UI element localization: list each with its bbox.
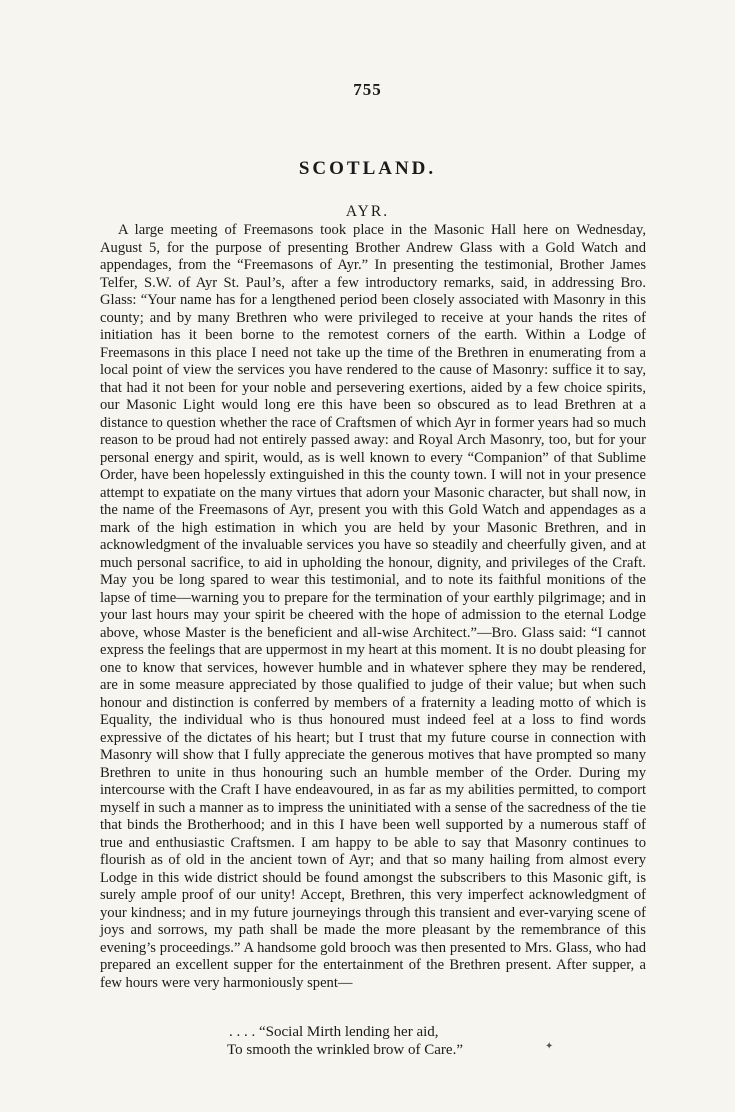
- verse-line-2-text: To smooth the wrinkled brow of Care.”: [227, 1042, 463, 1058]
- article-subtitle: AYR.: [345, 203, 390, 220]
- article-body: A large meeting of Freemasons took place in the Masonic Hall here on Wednesday, August 5, for the purpose of presenting Brother Andrew Glass with a Gold Watch and appendages, from the “Freemasons of Ayr.” In presenting the testimonial, Brother James Telfer, S.W. of Ayr St. Paul’s, after a few introductory remarks, said, in addressing Bro. Glass: “Your name has for a lengthened period been closely associated with Masonry in this county; and by many Brethren who were privileged to receive at your hands the rites of initiation has it been borne to the remotest corners of the earth. Within a Lodge of Freemasons in this place I need not take up the time of the Brethren in enumerating from a local point of view the services you have rendered to the cause of Masonry: suffice it to say, that had it not been for your noble and persevering exertions, aided by a few choice spirits, our Masonic Light would long ere this have been so obscured as to lead Brethren at a distance to question whether the race of Craftsmen of which Ayr in former years had so much reason to be proud had not entirely passed away: and Royal Arch Masonry, too, but for your personal energy and spirit, would, as is well known to every “Companion” of that Sublime Order, have been hopelessly extinguished in this the county town. I will not in your presence attempt to expatiate on the many virtues that adorn your Masonic character, but shall now, in the name of the Freemasons of Ayr, present you with this Gold Watch and appendages as a mark of the high estimation in which you are held by your Masonic Brethren, and in acknowledgment of the invaluable services you have so steadily and cheerfully given, and at much personal sacrifice, to aid in upholding the honour, dignity, and privileges of the Craft. May you be long spared to wear this testimonial, and to note its faithful monitions of the lapse of time—warning you to prepare for the termination of your earthly pilgrimage; and in your last hours may your spirit be cheered with the hope of admission to the eternal Lodge above, whose Master is the beneficient and all-wise Architect.”—Bro. Glass said: “I cannot express the feelings that are uppermost in my heart at this moment. It is no doubt pleasing for one to know that services, however humble and in whatever sphere they may be rendered, are in some measure appreciated by those qualified to judge of their value; but when such honour and distinction is conferred by members of a fraternity a leading motto of which is Equality, the individual who is thus honoured must indeed feel at a loss to find words expressive of the dictates of his heart; but I trust that my future course in connection with Masonry will show that I fully appreciate the generous motives that have prompted so many Brethren to unite in thus honouring such an humble member of the Order. During my intercourse with the Craft I have endeavoured, in as far as my abilities permitted, to comport myself in such a manner as to impress the uninitiated with a sense of the sacredness of the tie that binds the Brotherhood; and in this I have been well supported by a numerous staff of true and enthusiastic Craftsmen. I am happy to be able to say that Masonry continues to flourish as of old in the ancient town of Ayr; and that so many hailing from almost every Lodge in this wide district should be found amongst the subscribers to this Masonic gift, is surely ample proof of our unity! Accept, Brethren, this very imperfect acknowledgment of your kindness; and in my future journeyings through this transient and ever-varying scene of joys and sorrows, my path shall be made the more pleasant by the remembrance of this evening’s proceedings.” A handsome gold brooch was then presented to Mrs. Glass, who had prepared an excellent supper for the entertainment of the Brethren present. After supper, a few hours were very harmoniously spent—: [100, 222, 646, 991]
- print-mark-icon: ✦: [545, 1041, 554, 1052]
- section-title: SCOTLAND.: [298, 158, 437, 179]
- verse-line-1-text: . . . . “Social Mirth lending her aid,: [229, 1024, 439, 1040]
- page-number: 755: [353, 80, 382, 99]
